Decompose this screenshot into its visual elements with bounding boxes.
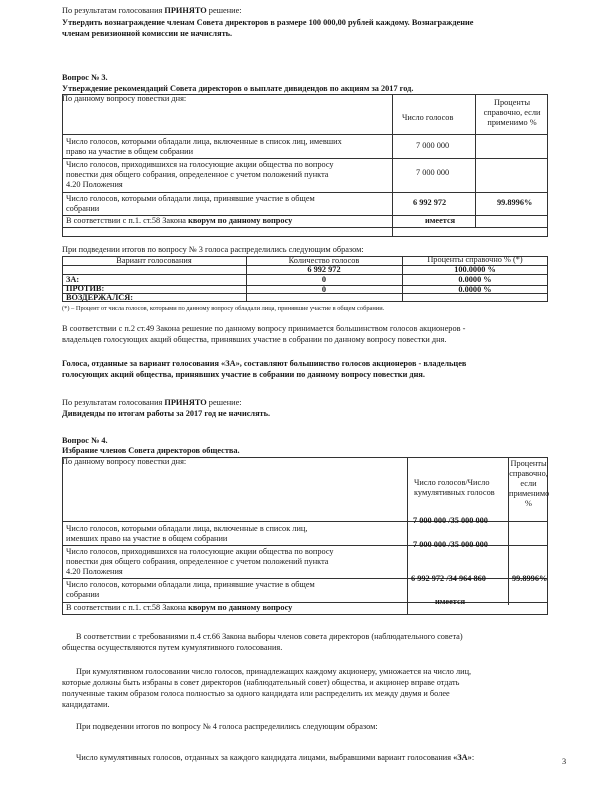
q4-para2-line2: которые должны быть избраны в совет директоров (наблюдательный совет) общества, и акционер вправе отдать [62, 678, 460, 687]
q3-agenda-caption: По данному вопросу повестки дня: [62, 94, 187, 103]
q3-col-percent-2: справочно, если [483, 108, 541, 117]
res-row-za-percent: 100.0000 % [454, 265, 496, 274]
q4-row3-label-1: Число голосов, которыми обладали лица, принявшие участие в общем [66, 580, 315, 589]
q3-row3-label-2: собрании [66, 204, 100, 213]
q4-para2-line4: кандидатами. [62, 700, 110, 709]
q3-result-prefix: По результатам голосования [62, 398, 165, 407]
q4-heading: Вопрос № 4. [62, 436, 108, 445]
q3-results-caption: При подведении итогов по вопросу № 3 голоса распределились следующим образом: [62, 245, 364, 254]
q4-row4-bold: кворум по данному вопросу [188, 603, 293, 612]
q3-para1-line1: В соответствии с п.2 ст.49 Закона решение по данному вопросу принимается большинством голосов акционеров - [62, 324, 466, 333]
res-row-za-count: 6 992 972 [307, 265, 341, 274]
res-head-option: Вариант голосования [116, 256, 192, 265]
q3-col-percent-3: применимо % [487, 118, 537, 127]
q3-footnote: (*) – Процент от числа голосов, которыми по данному вопросу обладали лица, принявшие участие в общем собрании. [62, 305, 385, 312]
q4-row2-label-2: повестки дня общего собрания, определенное с учетом положений пункта [66, 557, 329, 566]
q3-row4-prefix: В соответствии с п.1. ст.58 Закона [66, 216, 189, 225]
q4-col-percent-5: % [525, 499, 532, 508]
q4-row1-label-1: Число голосов, которыми обладали лица, включенные в список лиц, [66, 524, 308, 533]
q3-col-votes: Число голосов [402, 113, 454, 122]
q3-row1-label-1: Число голосов, которыми обладали лица, включенные в список лиц, имевших [66, 137, 342, 146]
q3-row4-value: имеется [425, 216, 456, 225]
q4-para4-bold: «ЗА» [453, 753, 472, 762]
q3-row2-label-3: 4.20 Положения [66, 180, 123, 189]
q3-result-line [62, 398, 242, 408]
q4-row1-value: 7 000 000 /35 000 000 [413, 516, 488, 525]
q3-row1-value: 7 000 000 [416, 141, 450, 150]
res-row-against-option: ПРОТИВ: [66, 284, 105, 293]
result-suffix: решение: [206, 6, 242, 15]
q4-row4-prefix: В соответствии с п.1. ст.58 Закона [66, 603, 189, 612]
q4-para4-prefix: Число кумулятивных голосов, отданных за каждого кандидата лицами, выбравшими вариант голосования [76, 753, 454, 762]
q4-col-percent-1: Проценты [510, 459, 547, 468]
q4-row2-label-3: 4.20 Положения [66, 567, 123, 576]
q3-row2-label-1: Число голосов, приходившихся на голосующие акции общества по вопросу [66, 160, 334, 169]
q4-col-percent-2: справочно, [509, 469, 548, 478]
q3-row3-value: 6 992 972 [413, 198, 447, 207]
result-word: ПРИНЯТО [164, 6, 207, 15]
q4-para2-line3: полученные таким образом голоса полностью за одного кандидата или распределить их между двумя и более [62, 689, 450, 698]
q3-title: Утверждение рекомендаций Совета директоров о выплате дивидендов по акциям за 2017 год. [62, 84, 414, 93]
q4-para4 [76, 753, 474, 763]
q4-row1-label-2: имевших право на участие в общем собрании [66, 534, 228, 543]
q4-row2-value: 7 000 000 /35 000 000 [413, 540, 488, 549]
q4-row3-percent: 99.8996% [512, 574, 548, 583]
res-row-za-option: ЗА: [66, 275, 80, 284]
res-row-abstain-count: 0 [321, 285, 327, 294]
top-decision-line2: членам ревизионной комиссии не начислять. [62, 29, 233, 38]
q4-para2-line1: При кумулятивном голосовании число голосов, принадлежащих каждому акционеру, умножается на число лиц, [76, 667, 472, 676]
q4-row3-label-2: собрании [66, 590, 100, 599]
q3-row1-label-2: право на участие в общем собрании [66, 147, 194, 156]
q4-col-percent-4: применимо [509, 489, 550, 498]
q3-result-suffix: решение: [206, 398, 242, 407]
q4-para4-suffix: : [471, 753, 475, 762]
q3-heading: Вопрос № 3. [62, 73, 108, 82]
q4-col-percent-3: если [520, 479, 537, 488]
res-head-count: Количество голосов [288, 256, 360, 265]
q4-row4-label [66, 603, 292, 613]
q4-para1-line1: В соответствии с требованиями п.4 ст.66 Закона выборы членов совета директоров (наблюдательного совета) [76, 632, 463, 641]
q4-row3-value: 6 992 972 /34 964 860 [411, 574, 486, 583]
q3-row3-label-1: Число голосов, которыми обладали лица, принявшие участие в общем [66, 194, 315, 203]
res-row-abstain-percent: 0.0000 % [458, 285, 492, 294]
top-decision-line1: Утвердить вознаграждение членам Совета директоров в размере 100 000,00 рублей каждому. Вознаграждение [62, 18, 474, 27]
q4-col-votes-1: Число голосов/Число [414, 478, 490, 487]
q3-para1-line2: владельцев голосующих акций общества, принявших участие в собрании по данному вопросу повестки дня. [62, 335, 447, 344]
q3-row4-label [66, 216, 292, 226]
q3-row2-value: 7 000 000 [416, 168, 450, 177]
q3-para2-line1: Голоса, отданные за вариант голосования «ЗА», составляют большинство голосов акционеров - владельцев [62, 359, 467, 368]
q3-para2-line2: голосующих акций общества, принявших участие в собрании по данному вопросу повестки дня. [62, 370, 425, 379]
res-row-against-count: 0 [321, 275, 327, 284]
q4-para3: При подведении итогов по вопросу № 4 голоса распределились следующим образом: [76, 722, 378, 731]
top-result-line [62, 6, 242, 16]
q3-row3-percent: 99.8996% [497, 198, 533, 207]
q4-col-votes-2: кумулятивных голосов [414, 488, 495, 497]
q4-row4-value: имеется [435, 597, 466, 606]
res-row-abstain-option: ВОЗДЕРЖАЛСЯ: [66, 293, 134, 302]
result-prefix: По результатам голосования [62, 6, 165, 15]
q4-row2-label-1: Число голосов, приходившихся на голосующие акции общества по вопросу [66, 547, 334, 556]
page-number: 3 [562, 757, 567, 766]
q3-row4-bold: кворум по данному вопросу [188, 216, 293, 225]
q4-title: Избрание членов Совета директоров общества. [62, 446, 240, 455]
q3-result-word: ПРИНЯТО [164, 398, 207, 407]
q3-col-percent-1: Проценты [493, 98, 531, 107]
q3-decision: Дивиденды по итогам работы за 2017 год не начислять. [62, 409, 271, 418]
q3-row2-label-2: повестки дня общего собрания, определенное с учетом положений пункта [66, 170, 329, 179]
q4-para1-line2: общества осуществляются путем кумулятивного голосования. [62, 643, 283, 652]
res-row-against-percent: 0.0000 % [458, 275, 492, 284]
res-head-percent: Проценты справочно % (*) [427, 255, 523, 264]
q4-agenda-caption: По данному вопросу повестки дня: [62, 457, 187, 466]
